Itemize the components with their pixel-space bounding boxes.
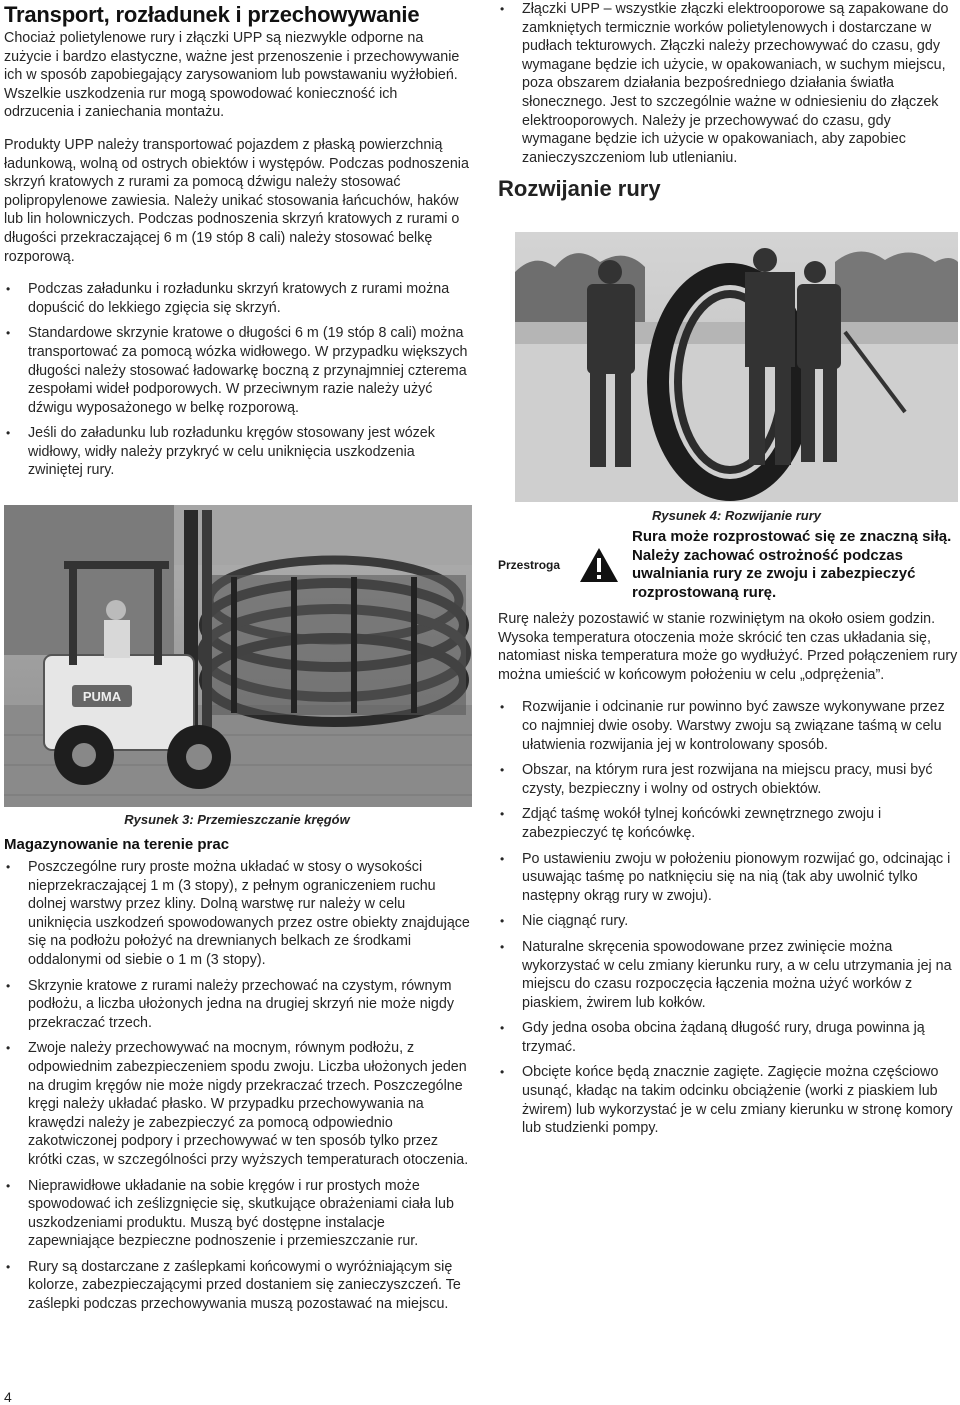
warning-block (498, 528, 960, 602)
forklift-brand-label: PUMA (82, 689, 122, 704)
list-item: • Nie ciągnąć rury. (500, 913, 629, 930)
bullet-icon: • (500, 2, 505, 16)
list-item: • Nieprawidłowe układanie na sobie kręgów i rur prostych może spowodować ich ześlizgnięcie się, skutkujące obrażeniami ciała lub uszkodzeniami produktu. Muszą być dostępne instalacje zapewniające bezpieczne podnoszenie i przemieszczanie rur. (6, 1177, 454, 1250)
bullet-icon: • (500, 807, 505, 822)
list-item: • Rozwijanie i odcinanie rur powinno być zawsze wykonywane przez co najmniej dwie osoby. Warstwy zwoju są związane taśmą w celu ułatwienia rozwijania jej w kontrolowany sposób. (500, 699, 945, 753)
list-item: • Złączki UPP – wszystkie złączki elektrooporowe są zapakowane do zamkniętych termicznie worków polietylenowych i dostarczane w pudłach tekturowych. Złączki należy przechowywać do czasu, gdy wymagane będzie ich użycie, w opakowaniach, w suchym miejscu, poza obszarem działania bezpośredniego działania światła słonecznego. Jest to szczególnie ważne w odniesieniu do złączek elektrooporowych. Należy je przechowywać do czasu, gdy wymagane będzie ich użycie w opakowaniach, aby zapobiec zanieczyszczeniom lub utlenianiu. (500, 1, 949, 166)
bullet-icon: • (500, 939, 505, 954)
unrolling-paragraph: Rurę należy pozostawić w stanie rozwiniętym na około osiem godzin. Wysoka temperatura otoczenia może skrócić ten czas układania się, natomiast niska temperatura może go wydłużyć. Przed połączeniem rury można umieścić w końcowym położeniu w celu „odprężenia”. (498, 611, 958, 683)
list-item: • Standardowe skrzynie kratowe o długości 6 m (19 stóp 8 cali) można transportować za pomocą wózka widłowego. W przypadku większych długości należy stosować ładowarkę boczną z przynajmniej czterema zespołami wideł podporowych. W przeciwnym razie należy użyć dźwigu wyposażonego w belkę rozporową. (6, 325, 468, 416)
page-title: Transport, rozładunek i przechowywanie (4, 2, 420, 27)
bullet-icon: • (500, 914, 505, 929)
bullet-icon: • (6, 1178, 11, 1193)
figure4-caption-wrap (515, 508, 958, 523)
list-item: • Obcięte końce będą znacznie zagięte. Zagięcie można częściowo usunąć, kładąc na takim odcinku obciążenie (worki z piaskiem lub żwirem) lub wykorzystać je w celu zmiany kierunku w stronę komory lub studzienki pompy. (500, 1064, 953, 1137)
list-item: • Skrzynie kratowe z rurami należy przechować na czystym, równym podłożu, a liczba ułożonych jedna na drugiej skrzyń nie może nigdy przekraczać trzech. (6, 977, 454, 1031)
list-item: • Podczas załadunku i rozładunku skrzyń kratowych z rurami można dopuścić do lekkiego zgięcia się skrzyń. (6, 281, 450, 316)
transport-list (4, 280, 470, 480)
warning-text: Rura może rozprostować się ze znaczną siłą. Należy zachować ostrożność podczas uwalniania rury ze zwoju i zabezpieczyć rozprostowaną rurę. (632, 528, 952, 601)
list-item: • Po ustawieniu zwoju w położeniu pionowym rozwijać go, odcinając i usuwając taśmę po natknięciu się na nią (tak aby uwolnić tylko następny okrąg rury w zwoju). (500, 850, 951, 904)
bullet-icon: • (6, 978, 11, 993)
unrolling-image (515, 232, 958, 502)
bullet-icon: • (6, 1259, 11, 1274)
bullet-icon: • (500, 763, 505, 778)
intro-paragraph: Chociaż polietylenowe rury i złączki UPP są niezwykle odporne na zużycie i bardzo elastyczne, ważne jest przenoszenie i przechowywanie ich w sposób zapobiegający zarysowaniom lub powstawaniu wyżłobień. Wszelkie uszkodzenia rur mogą spowodować konieczność ich odrzucenia i zaniechania montażu. (4, 30, 460, 121)
transport-paragraph: Produkty UPP należy transportować pojazdem z płaską powierzchnią ładunkową, wolną od ostrych obiektów i występów. Podczas podnoszenia skrzyń kratowych z rurami za pomocą dźwigu należy stosować polipropylenowe zawiesia. Należy unikać stosowania łańcuchów, haków lub lin holowniczych. Podczas podnoszenia skrzyń kratowych z rurami o długości przekraczającej 6 m (19 stóp 8 cali) należy stosować belkę rozporową. (4, 136, 469, 265)
warning-label: Przestroga (498, 558, 561, 572)
left-column-top (4, 2, 470, 487)
bullet-icon: • (6, 426, 11, 441)
storage-list (4, 858, 470, 1314)
list-item: • Zwoje należy przechowywać na mocnym, równym podłożu, z odpowiednim zabezpieczeniem spodu zwoju. Liczba ułożonych jeden na drugim kręgów nie może nigdy przekraczać trzech. Poszczególne kręgi należy układać płasko. W przypadku przechowywania na krawędzi należy je zabezpieczyć za pomocą odpowiednio zakotwiczonej podpory i przechowywać w ten sposób tylko przez krótki czas, w szczególności przy wyższych temperaturach otoczenia. (6, 1040, 469, 1168)
list-item: • Obszar, na którym rura jest rozwijana na miejscu pracy, musi być czysty, bezpieczny i wolny od ostrych obiektów. (500, 762, 933, 797)
list-item: • Poszczególne rury proste można układać w stosy o wysokości nieprzekraczającej 1 m (3 stopy), z pełnym ograniczeniem ruchu dolnej warstwy przez kliny. Dolną warstwę rur należy w celu uniknięcia uszkodzeń spowodowanych przez ostre obiekty znajdujące się na podłożu położyć na drewnianych belkach ze środkami oddalonymi od siebie o 1 m (3 stopy). (6, 859, 470, 968)
list-item: • Rury są dostarczane z zaślepkami końcowymi o wyróżniającym się kolorze, zabezpieczającymi przed dostaniem się zanieczyszczeń. Te zaślepki podczas przechowywania muszą pozostawać na miejscu. (6, 1258, 461, 1313)
storage-section-title: Magazynowanie na terenie prac (4, 836, 230, 853)
unrolling-photo (515, 232, 958, 502)
page-number: 4 (4, 1389, 12, 1405)
bullet-icon: • (500, 1065, 505, 1080)
fittings-list (498, 0, 960, 167)
bullet-icon: • (500, 1021, 505, 1036)
forklift-photo (4, 505, 472, 807)
warning-triangle-icon (574, 542, 624, 588)
list-item: • Zdjąć taśmę wokół tylnej końcówki zewnętrznego zwoju i zabezpieczyć tę końcówkę. (500, 806, 882, 841)
left-column-bottom (4, 836, 470, 1321)
list-item: • Jeśli do załadunku lub rozładunku kręgów stosowany jest wózek widłowy, widły należy przykryć w celu uniknięcia uszkodzenia zwiniętej rury. (6, 425, 435, 479)
unrolling-list (498, 698, 960, 1137)
right-column-top (498, 0, 960, 203)
bullet-icon: • (6, 1041, 11, 1056)
forklift-image (4, 505, 472, 807)
list-item: • Gdy jedna osoba obcina żądaną długość rury, druga powinna ją trzymać. (500, 1020, 925, 1055)
unrolling-section-title: Rozwijanie rury (498, 176, 661, 202)
figure3-caption: Rysunek 3: Przemieszczanie kręgów (124, 812, 350, 827)
bullet-icon: • (6, 326, 11, 341)
list-item: • Naturalne skręcenia spowodowane przez zwinięcie można wykorzystać w celu zmiany kierunku rury, a w celu utrzymania jej na miejscu do czasu rozpoczęcia łączenia można użyć worków z piaskiem, żwirem lub kołków. (500, 938, 952, 1011)
figure3-caption-wrap (4, 812, 470, 827)
figure4-caption: Rysunek 4: Rozwijanie rury (651, 508, 822, 523)
bullet-icon: • (500, 851, 505, 866)
bullet-icon: • (500, 700, 505, 715)
bullet-icon: • (6, 860, 11, 874)
right-column-bottom (498, 610, 960, 1145)
bullet-icon: • (6, 282, 11, 297)
